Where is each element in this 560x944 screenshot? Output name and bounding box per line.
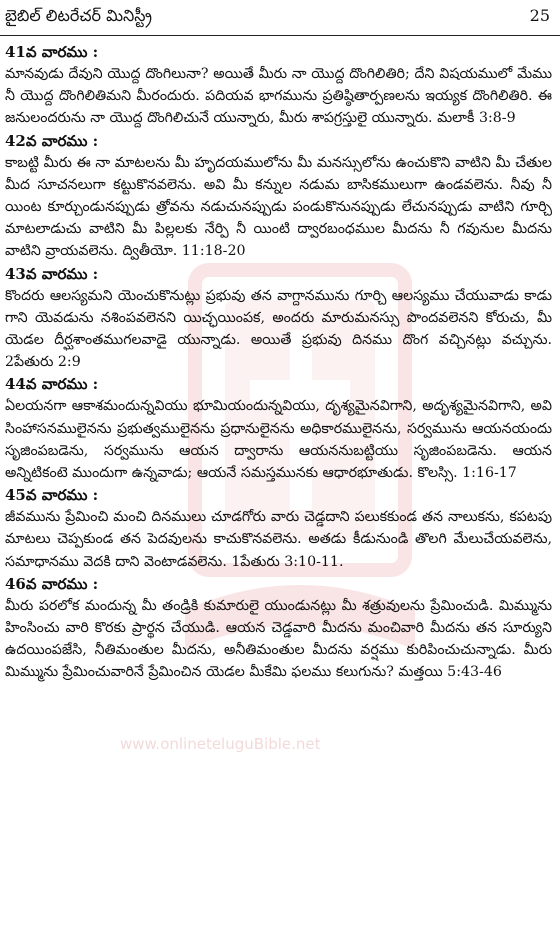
verse-text: కొందరు ఆలస్యమని యెంచుకొనుట్లు ప్రభువు తన వాగ్దానమును గూర్చి ఆలస్యము చేయువాడు కాడు గాని యెవడును నశింపవలెనని యిచ్ఛయింపక, అందరు మారుమనస్సు పొందవలెనని కోరుచు, మీ యెడల దీర్ఘశాంతముగలవాడై యున్నాడు. అయితే ప్రభువు దినము దొంగ వచ్చినట్లు వచ్చును. <box>5 287 552 349</box>
week-title: 45వ వారము : <box>5 486 99 505</box>
week-verse <box>5 63 552 130</box>
verse-text: కాబట్టి మీరు ఈ నా మాటలను మీ హృదయములోను మీ మనస్సులోను ఉంచుకొని వాటిని మీ చేతుల మీద సూచనలుగా కట్టుకొనవలెను. అవి మీ కన్నుల నడుమ బాసికములుగా ఉండవలెను. నీవు నీ యింట కూర్చుండునప్పుడు త్రోవను నడుచునప్పుడు పండుకొనునప్పుడు లేచునప్పుడు వాటిని గూర్చి మాటలాడుచు వాటిని మీ పిల్లలకు నేర్పి నీ యింటి ద్వారబంధముల మీదను నీ గవునుల మీదను వాటిని వ్రాయవలెను. <box>5 154 552 260</box>
week-section <box>5 484 552 573</box>
watermark-site-text: www.onlineteluguBible.net <box>120 735 321 753</box>
header-title: బైబిల్ లిటరేచర్ మినిస్ట్రీ <box>5 6 152 25</box>
verse-reference: మలాకీ 3:8-9 <box>437 110 516 127</box>
verse-text: మీరు పరలోక మందున్న మీ తండ్రికి కుమారులై యుండునట్లు మీ శత్రువులను ప్రేమించుడి. మిమ్మును హింసించు వారి కొరకు ప్రార్థన చేయుడి. ఆయన చెడ్డవారి మీదను మంచివారి మీదను తన సూర్యుని ఉదయింపజేసి, నీతిమంతుల మీదను, అనీతిమంతుల మీదను వర్షము కురిపించుచున్నాడు. మీరు మిమ్మును ప్రేమించువారినే ప్రేమించిన యెడల మీకేమి ఫలము కలుగును? <box>5 597 552 681</box>
week-title: 44వ వారము : <box>5 375 99 394</box>
week-section <box>5 130 552 263</box>
week-verse <box>5 395 552 484</box>
header-divider <box>0 35 560 36</box>
week-section <box>5 41 552 130</box>
week-title: 42వ వారము : <box>5 131 99 150</box>
week-section <box>5 573 552 684</box>
week-title: 41వ వారము : <box>5 43 99 61</box>
page-content <box>5 41 552 684</box>
verse-text: ఏలయనగా ఆకాశమందున్నవియు భూమియందున్నవియు, దృశ్యమైనవిగాని, అదృశ్యమైనవిగాని, అవి సింహాసనములైనను ప్రభుత్వములైనను ప్రధానులైనను అధికారములైనను, సర్వమును ఆయనయందు సృజింపబడెను, సర్వమును ఆయన ద్వారాను ఆయననుబట్టియు సృజింపబడెను. ఆయన అన్నిటికంటె ముందుగా ఉన్నవాడు; ఆయనే సమస్తమునకు ఆధారభూతుడు. <box>5 398 552 482</box>
verse-reference: మత్తయి 5:43-46 <box>398 664 502 681</box>
week-title: 46వ వారము : <box>5 574 99 593</box>
page-number: 25 <box>529 6 550 25</box>
week-verse <box>5 152 552 263</box>
verse-reference: 2పేతురు 2:9 <box>5 354 81 371</box>
week-section <box>5 263 552 374</box>
week-verse <box>5 285 552 374</box>
week-title: 43వ వారము : <box>5 264 99 283</box>
page-header <box>5 6 550 32</box>
week-verse <box>5 506 552 573</box>
verse-reference: 1పేతురు 3:10-11. <box>231 553 344 570</box>
verse-reference: కొలస్సి. 1:16-17 <box>417 465 517 482</box>
week-section <box>5 373 552 484</box>
verse-text: మానవుడు దేవుని యొద్ద దొంగిలునా? అయితే మీరు నా యొద్ద దొంగిలితిరి; దేని విషయములో మేము నీ యొద్ద దొంగిలితిమని మీరందురు. పదియవ భాగమును ప్రతిష్ఠితార్పణలను ఇయ్యక దొంగిలితిరి. ఈ జనులందరును నా యొద్ద దొంగిలిచునే యున్నారు, మీరు శాపగ్రస్తులై యున్నారు. <box>5 66 552 127</box>
verse-reference: ద్వితీయో. 11:18-20 <box>122 243 246 260</box>
week-verse <box>5 595 552 684</box>
verse-text: జీవమును ప్రేమించి మంచి దినములు చూడగోరు వారు చెడ్డదాని పలుకకుండ తన నాలుకను, కపటపు మాటలు చెప్పకుండ తన పెదవులను కాచుకొనవలెను. అతడు కీడునుండి తొలగి మేలుచేయవలెను, సమాధానము వెదకి దాని వెంటాడవలెను. <box>5 509 552 570</box>
